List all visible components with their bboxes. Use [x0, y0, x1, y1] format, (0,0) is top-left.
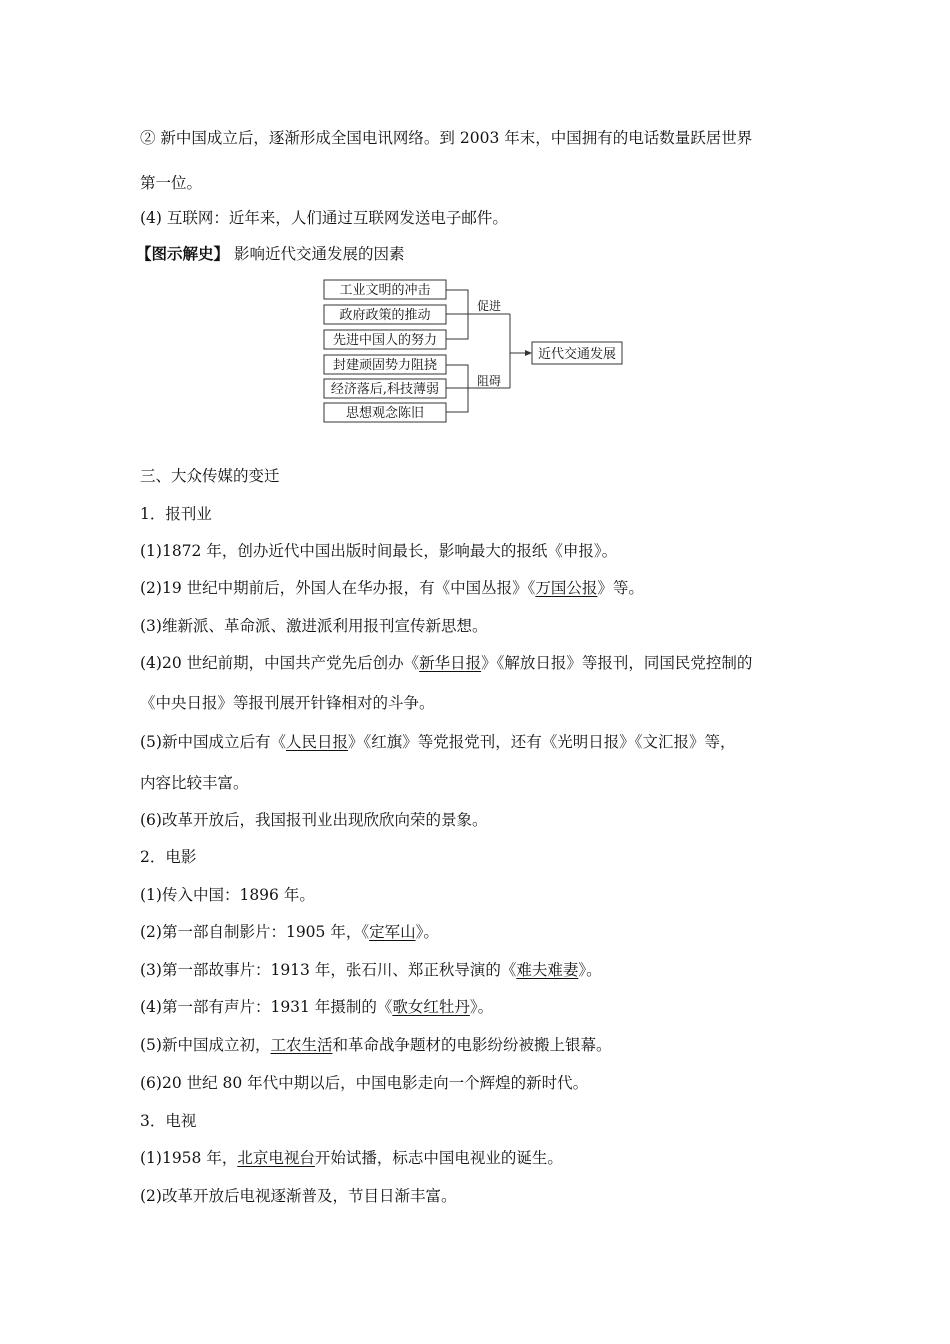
underlined-term: 难夫难妻 — [516, 961, 579, 979]
internet-paragraph: (4) 互联网：近年来，人们通过互联网发送电子邮件。 — [140, 209, 508, 227]
newspaper-item-4-cont: 《中央日报》等报刊展开针锋相对的斗争。 — [140, 694, 435, 712]
tv-item-1: (1)1958 年，北京电视台开始试播，标志中国电视业的诞生。 — [140, 1149, 563, 1167]
underlined-term: 定军山 — [369, 923, 416, 941]
promote-factor-2: 政府政策的推动 — [339, 308, 431, 323]
film-item-2: (2)第一部自制影片：1905 年，《定军山》。 — [140, 923, 439, 941]
promote-factor-3: 先进中国人的努力 — [332, 333, 438, 348]
hinder-factor-2: 经济落后,科技薄弱 — [330, 382, 440, 397]
underlined-term: 北京电视台 — [237, 1149, 315, 1167]
newspaper-item-5-cont: 内容比较丰富。 — [140, 774, 249, 792]
underlined-term: 万国公报 — [535, 579, 598, 597]
newspaper-item-6: (6)改革开放后，我国报刊业出现欣欣向荣的景象。 — [140, 811, 488, 829]
promote-label: 促进 — [476, 299, 502, 313]
tv-item-2: (2)改革开放后电视逐渐普及，节目日渐丰富。 — [140, 1187, 457, 1205]
underlined-term: 新华日报 — [419, 654, 482, 672]
film-item-6: (6)20 世纪 80 年代中期以后，中国电影走向一个辉煌的新时代。 — [140, 1074, 589, 1092]
telecom-paragraph-2: ② 新中国成立后，逐渐形成全国电讯网络。到 2003 年末，中国拥有的电话数量跃居世界 — [140, 129, 753, 147]
film-item-4: (4)第一部有声片：1931 年摄制的《歌女红牡丹》。 — [140, 998, 494, 1016]
newspaper-item-3: (3)维新派、革命派、激进派利用报刊宣传新思想。 — [140, 617, 488, 635]
diagram-heading — [136, 244, 404, 264]
underlined-term: 人民日报 — [285, 733, 348, 751]
newspaper-item-4: (4)20 世纪前期，中国共产党先后创办《新华日报》《解放日报》等报刊，同国民党控制的 — [140, 654, 753, 672]
underlined-term: 工农生活 — [270, 1036, 333, 1054]
newspaper-item-5: (5)新中国成立后有《人民日报》《红旗》等党报党刊，还有《光明日报》《文汇报》等， — [140, 733, 736, 751]
newspaper-item-1: (1)1872 年，创办近代中国出版时间最长，影响最大的报纸《申报》。 — [140, 542, 618, 560]
hinder-factor-1: 封建顽固势力阻挠 — [332, 358, 438, 373]
hinder-label: 阻碍 — [476, 374, 502, 388]
diagram-section-title: 影响近代交通发展的因素 — [233, 245, 405, 263]
telecom-paragraph-2-cont: 第一位。 — [140, 174, 203, 192]
diagram-section-label: 【图示解史】 — [136, 244, 230, 263]
media-heading: 三、大众传媒的变迁 — [140, 467, 280, 485]
promote-factor-1: 工业文明的冲击 — [339, 283, 431, 298]
newspaper-item-2: (2)19 世纪中期前后，外国人在华办报，有《中国丛报》《万国公报》等。 — [140, 579, 644, 597]
tv-heading: 3．电视 — [140, 1112, 197, 1130]
film-heading: 2．电影 — [140, 848, 197, 866]
film-item-3: (3)第一部故事片：1913 年，张石川、郑正秋导演的《难夫难妻》。 — [140, 961, 602, 979]
factors-diagram — [318, 275, 630, 425]
newspaper-heading: 1．报刊业 — [140, 505, 212, 523]
film-item-1: (1)传入中国：1896 年。 — [140, 886, 315, 904]
film-item-5: (5)新中国成立初，工农生活和革命战争题材的电影纷纷被搬上银幕。 — [140, 1036, 612, 1054]
hinder-factor-3: 思想观念陈旧 — [345, 406, 425, 421]
underlined-term: 歌女红牡丹 — [392, 998, 470, 1016]
result-label: 近代交通发展 — [537, 347, 617, 362]
